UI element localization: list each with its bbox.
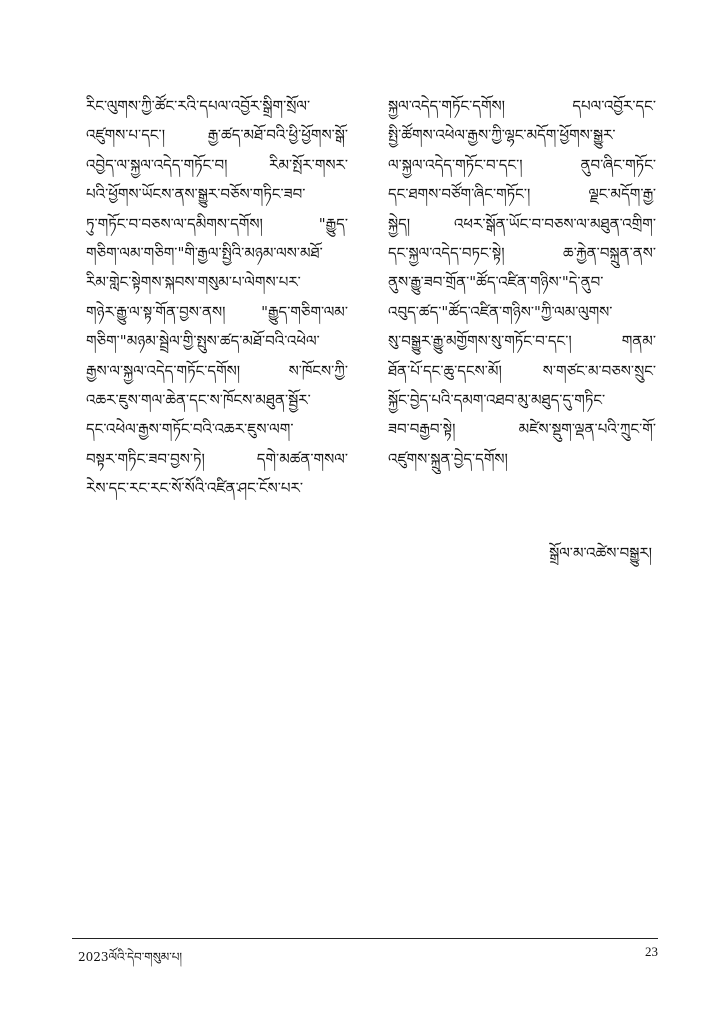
text-line-last: འཛུགས་སྐྲུན་བྱེད་དགོས། [388, 449, 508, 468]
text-line: ལ་སྐྱལ་འདེད་གཏོང་བ་དང་། ནུབ་ཞིང་གཏོང་ [388, 155, 656, 174]
right-text-column [388, 92, 656, 474]
text-line: ནུས་རྒྱུ་ཟབ་གྲོན་"ཚོད་འཛིན་གཉིས་"དེ་ནུབ་ [388, 273, 604, 292]
text-line: འཆར་ཇུས་གལ་ཆེན་དང་ས་ཁོངས་མཐུན་སྦྱོར་ [86, 390, 311, 409]
text-line: བསྟར་གཏིང་ཟབ་བྱས་ཏེ། དགེ་མཚན་གསལ་ [86, 449, 348, 468]
text-line: སུ་བསྒྱུར་རྒྱུ་མགྱོགས་སུ་གཏོང་བ་དང་། གནམ་ [388, 332, 656, 351]
text-line: སྐྱོང་བྱེད་པའི་དམག་འཐབ་མུ་མཐུད་དུ་གཏིང་ [388, 390, 606, 409]
text-line: རིམ་གླེང་སྟེགས་སྐབས་གསུམ་པ་ལེགས་པར་ [86, 273, 301, 292]
text-line: འཛུགས་པ་དང་། རྒྱ་ཚད་མཐོ་བའི་ཕྱི་ཕྱོགས་སྒོ་ [86, 126, 348, 145]
text-line: དང་སྐྱལ་འདེད་བཏང་སྟེ། ཆ་རྐྱེན་བསྐྲུན་ནས་ [388, 243, 656, 262]
text-line: རེས་དང་རང་རང་སོ་སོའི་འཛིན་ཤང་ངོས་པར་ [86, 479, 303, 498]
footer-divider [72, 938, 658, 939]
author-credit: སྒྲོལ་མ་འཚེས་བསྒྱུར། [549, 544, 652, 562]
page-number: 23 [645, 944, 658, 959]
footer-issue-label: 2023ལོའི་དེབ་གསུམ་པ། [78, 950, 183, 964]
text-line: སྤྱི་ཚོགས་འཕེལ་རྒྱས་ཀྱི་ལྷང་མདོག་ཕྱོགས་སྒྱུར་ [388, 126, 616, 145]
text-line: རྒྱས་ལ་སྐྱལ་འདེད་གཏོང་དགོས། ས་ཁོངས་ཀྱི་ [86, 361, 348, 380]
text-line: གཅིག་ལམ་གཅིག་"གི་རྒྱལ་སྤྱིའི་མཉམ་ལས་མཐོ་ [86, 243, 323, 262]
text-line: འབྱེད་ལ་སྐྱལ་འདེད་གཏོང་བ། རིམ་སྤོར་གསར་ [86, 155, 348, 174]
text-line: དང་ཐགས་བཙོག་ཞིང་གཏོང་། ལྗང་མདོག་རྒྱ་ [388, 185, 656, 204]
text-line: ཐོན་པོ་དང་ཆུ་དངས་མོ། ས་གཙང་མ་བཅས་སྲུང་ [388, 361, 656, 380]
text-line: པའི་ཕྱོགས་ཡོངས་ནས་སྒྱུར་བཅོས་གཏིང་ཟབ་ [86, 185, 306, 204]
text-line: གཉེར་རྒྱུ་ལ་སྟ་གོན་བྱས་ནས། "རྒྱུད་གཅིག་ལམ་ [86, 302, 348, 321]
text-line: རིང་ལུགས་ཀྱི་ཚོང་རའི་དཔལ་འབྱོར་སྒྲིག་སྲོལ་ [86, 97, 311, 115]
text-line: སྐྱལ་འདེད་གཏོང་དགོས། དཔལ་འབྱོར་དང་ [388, 97, 656, 115]
text-line: སྐྱེད། འཕར་སྒོན་ཡོང་བ་བཅས་ལ་མཐུན་འགྲིག་ [388, 214, 656, 233]
text-line: གཅིག་"མཉམ་སྦྲེལ་གྱི་སྤུས་ཚད་མཐོ་བའི་འཕེལ་ [86, 332, 320, 351]
left-text-column [86, 92, 348, 503]
text-line: ཟབ་བརྒྱབ་སྟེ། མཛེས་སྡུག་ལྡན་པའི་ཀྲུང་གོ་ [388, 420, 656, 439]
text-line: དང་འཕེལ་རྒྱས་གཏོང་བའི་འཆར་ཇུས་ལག་ [86, 420, 294, 439]
text-line: འབུད་ཚད་"ཚོད་འཛིན་གཉིས་"ཀྱི་ལམ་ལུགས་ [388, 302, 613, 321]
text-line: ཏུ་གཏོང་བ་བཅས་ལ་དམིགས་དགོས། "རྒྱུད་ [86, 214, 348, 233]
